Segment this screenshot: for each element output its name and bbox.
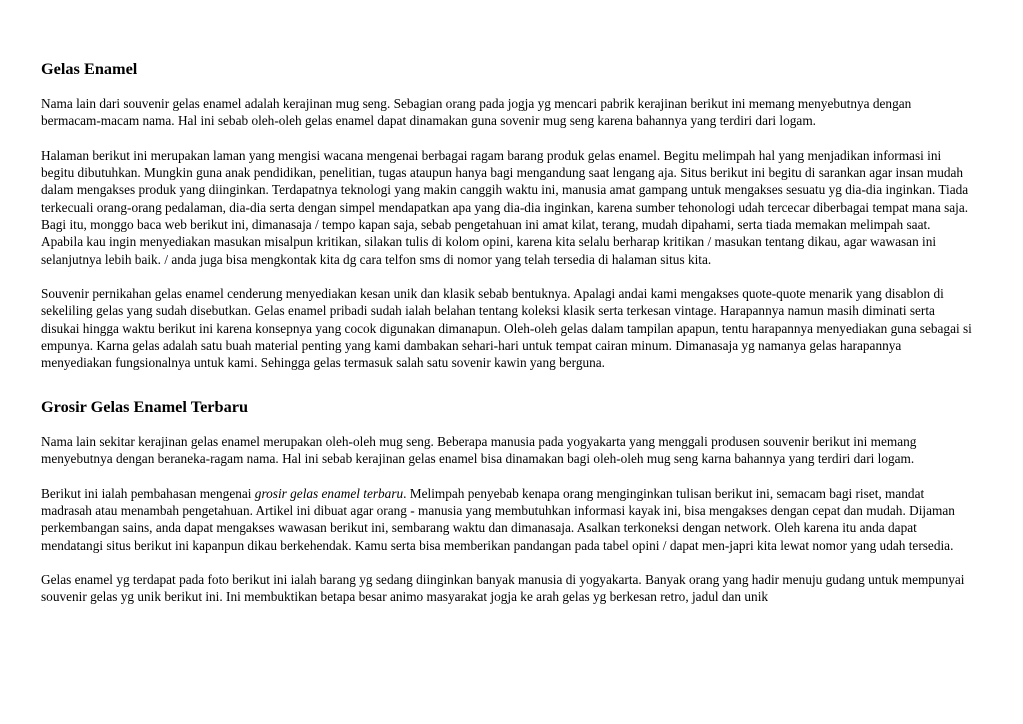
keyword-emphasis: grosir gelas enamel terbaru <box>254 485 404 501</box>
paragraph: Nama lain sekitar kerajinan gelas enamel merupakan oleh-oleh mug seng. Beberapa manusia pada yogyakarta yang menggali produsen souvenir berikut ini memang menyebutnya dengan beraneka-ragam nama. Hal ini sebab kerajinan gelas enamel bisa dinamakan bagi oleh-oleh mug seng karna bahannya yang terdiri dari logam. <box>41 433 917 467</box>
paragraph: Halaman berikut ini merupakan laman yang mengisi wacana mengenai berbagai ragam barang produk gelas enamel. Begitu melimpah hal yang menjadikan informasi ini begitu dibutuhkan. Mungkin guna anak pendidikan, penelitian, tugas ataupun hanya bagi mengandung saat lengang aja. Situs berikut ini begitu di sarankan agar insan mudah dalam mengakses produk yang diinginkan. Terdapatnya teknologi yang makin canggih waktu ini, manusia amat gampang untuk mengakses sesuatu yg dia-dia inginkan. Tiada terkecuali orang-orang pedalaman, dia-dia serta dengan simpel mendapatkan apa yang dia-dia inginkan, karena sumber tehonologi udah tercecar diberbagai tempat mana saja. Bagi itu, monggo baca web berikut ini, dimanasaja / tempo kapan saja, sebab pengetahuan ini amat kilat, terang, mudah dipahami, serta tiada memakan melimpah saat. Apabila kau ingin menyediakan masukan misalpun kritikan, silakan tulis di kolom opini, karena kita selalu berharap kritikan / masukan tentang dikau, agar wawasan ini selanjutnya lebih baik. / anda juga bisa mengkontak kita dg cara telfon sms di nomor yang telah tersedia di halaman situs kita. <box>41 147 969 267</box>
section-title: Grosir Gelas Enamel Terbaru <box>41 396 248 416</box>
paragraph-text: . Melimpah penyebab kenapa orang menginginkan tulisan berikut ini, semacam bagi riset, mandat madrasah atau menambah pengetahuan. Artikel ini dibuat agar orang - manusia yang membutuhkan informasi kayak ini, bisa mengakses dengan cepat dan mudah. Dijaman perkembangan sains, anda dapat mengakses wawasan berikut ini, sembarang waktu dan dimanasaja. Asalkan terkoneksi dengan network. Oleh karena itu anda dapat mendatangi situs berikut ini kapanpun dikau berkehendak. Kamu serta bisa memberikan pandangan pada tabel opini / dapat men-japri kita lewat nomor yang udah tersedia. <box>41 485 955 553</box>
paragraph-text: Berikut ini ialah pembahasan mengenai <box>41 485 255 501</box>
section-title: Gelas Enamel <box>41 59 138 78</box>
paragraph: Souvenir pernikahan gelas enamel cenderung menyediakan kesan unik dan klasik sebab bentuknya. Apalagi andai kami mengakses quote-quote menarik yang disablon di sekeliling gelas yang sudah disebutkan. Gelas enamel pribadi sudah ialah belahan tentang koleksi klasik serta terkesan vintage. Harapannya namun masih diminati serta disukai hingga waktu berikut ini karena konsepnya yang cocok digunakan dimanapun. Oleh-oleh gelas dalam tampilan apapun, tentu harapannya menyediakan guna sebagai si empunya. Karna gelas adalah satu buah material penting yang kami dambakan sehari-hari untuk tempat cairan minum. Dimanasaja yg namanya gelas harapannya menyediakan fungsionalnya untuk kami. Sehingga gelas termasuk salah satu sovenir kawin yang berguna. <box>41 286 972 371</box>
paragraph: Nama lain dari souvenir gelas enamel adalah kerajinan mug seng. Sebagian orang pada jogja yg mencari pabrik kerajinan berikut ini memang menyebutnya dengan bermacam-macam nama. Hal ini sebab oleh-oleh gelas enamel dapat dinamakan guna sovenir mug seng karena bahannya yang terdiri dari logam. <box>41 96 912 129</box>
paragraph: Gelas enamel yg terdapat pada foto berikut ini ialah barang yg sedang diinginkan banyak manusia di yogyakarta. Banyak orang yang hadir menuju gudang untuk mempunyai souvenir gelas yg unik berikut ini. Ini membuktikan betapa besar animo masyarakat jogja ke arah gelas yg berkesan retro, jadul dan unik <box>41 571 965 605</box>
paragraph <box>41 485 973 554</box>
